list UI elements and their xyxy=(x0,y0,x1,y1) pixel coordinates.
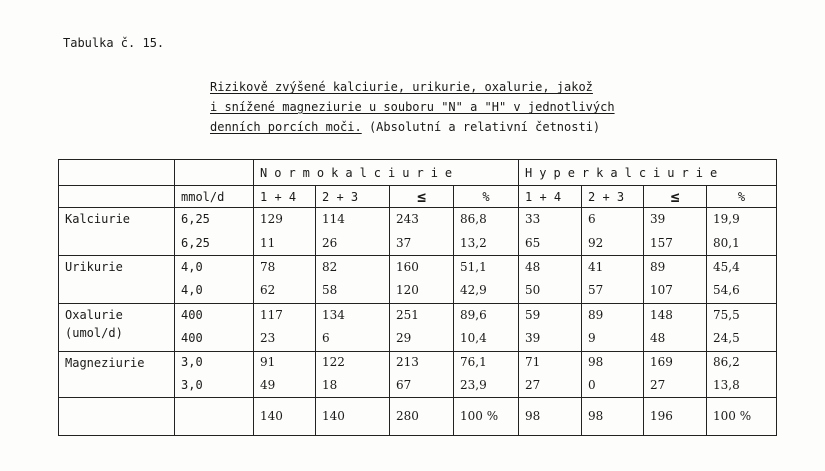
document-label: Tabulka č. 15. xyxy=(63,36,165,50)
value: 29 xyxy=(396,331,412,346)
total-h14: 98 xyxy=(519,397,582,435)
cell-n23 xyxy=(316,208,390,256)
value: 122 xyxy=(322,355,345,370)
value: 57 xyxy=(588,283,604,298)
cell-hpct xyxy=(707,303,777,351)
value: 62 xyxy=(260,283,276,298)
value: 75,5 xyxy=(713,307,740,322)
cell-nsum xyxy=(390,351,454,397)
cell-mmol xyxy=(175,256,254,303)
row-label-text: Magneziurie xyxy=(65,355,145,370)
value: 58 xyxy=(322,283,338,298)
cell-h14 xyxy=(519,303,582,351)
cell-nsum xyxy=(390,303,454,351)
data-table xyxy=(58,159,777,436)
row-label xyxy=(59,303,175,351)
cell-hsum xyxy=(644,351,707,397)
value: 51,1 xyxy=(460,260,487,275)
value: 80,1 xyxy=(713,236,740,251)
cell-hsum xyxy=(644,208,707,256)
total-h23: 98 xyxy=(582,397,644,435)
value: 19,9 xyxy=(713,212,740,227)
value: 6,25 xyxy=(181,236,210,251)
value: 3,0 xyxy=(181,378,203,393)
heading-line-1: Rizikově zvýšené kalciurie, urikurie, oxalurie, jakož xyxy=(210,80,593,94)
cell-npct xyxy=(454,208,519,256)
value: 41 xyxy=(588,260,604,275)
value: 33 xyxy=(525,212,541,227)
value: 89 xyxy=(650,260,666,275)
value: 129 xyxy=(260,212,283,227)
value: 157 xyxy=(650,236,673,251)
value: 89 xyxy=(588,307,604,322)
value: 45,4 xyxy=(713,260,740,275)
value: 98 xyxy=(588,355,604,370)
cell-nsum xyxy=(390,208,454,256)
value: 107 xyxy=(650,283,673,298)
total-n14: 140 xyxy=(254,397,316,435)
cell-hsum xyxy=(644,303,707,351)
value: 114 xyxy=(322,212,345,227)
value: 71 xyxy=(525,355,541,370)
cell-n23 xyxy=(316,303,390,351)
value: 23 xyxy=(260,331,276,346)
group-normokalciurie: Normokalciurie xyxy=(254,160,519,186)
value: 39 xyxy=(650,212,666,227)
value: 91 xyxy=(260,355,276,370)
cell-n23 xyxy=(316,351,390,397)
table-row-kalciurie xyxy=(59,208,777,256)
row-label-subtext: (umol/d) xyxy=(65,325,123,340)
cell-mmol xyxy=(175,351,254,397)
value: 13,2 xyxy=(460,236,487,251)
value: 48 xyxy=(525,260,541,275)
row-label-text: Oxalurie xyxy=(65,307,123,322)
row-label-text: Urikurie xyxy=(65,260,123,275)
table-row-magneziurie xyxy=(59,351,777,397)
row-label-text: Kalciurie xyxy=(65,212,131,227)
col-header-n23: 2 + 3 xyxy=(316,186,390,208)
value: 117 xyxy=(260,307,283,322)
cell-npct xyxy=(454,351,519,397)
cell-hpct xyxy=(707,256,777,303)
value: 0 xyxy=(588,378,596,393)
corner-cell xyxy=(59,160,175,186)
total-npct: 100 % xyxy=(454,397,519,435)
value: 27 xyxy=(650,378,666,393)
cell-h14 xyxy=(519,256,582,303)
value: 6 xyxy=(322,331,330,346)
col-header-npct: % xyxy=(454,186,519,208)
totals-mmol-cell xyxy=(175,397,254,435)
cell-hpct xyxy=(707,208,777,256)
table-row-oxalurie xyxy=(59,303,777,351)
cell-nsum xyxy=(390,256,454,303)
value: 49 xyxy=(260,378,276,393)
total-hpct: 100 % xyxy=(707,397,777,435)
value: 213 xyxy=(396,355,419,370)
label-header-cell xyxy=(59,186,175,208)
cell-mmol xyxy=(175,208,254,256)
value: 86,2 xyxy=(713,355,740,370)
value: 134 xyxy=(322,307,345,322)
value: 120 xyxy=(396,283,419,298)
heading-line-2: i snížené magneziurie u souboru "N" a "H" v jednotlivých xyxy=(210,100,615,114)
value: 400 xyxy=(181,331,203,346)
value: 6,25 xyxy=(181,212,210,227)
table-row-urikurie xyxy=(59,256,777,303)
value: 67 xyxy=(396,378,412,393)
value: 65 xyxy=(525,236,541,251)
value: 6 xyxy=(588,212,596,227)
col-header-h23: 2 + 3 xyxy=(582,186,644,208)
total-hsum: 196 xyxy=(644,397,707,435)
value: 243 xyxy=(396,212,419,227)
value: 82 xyxy=(322,260,338,275)
value: 169 xyxy=(650,355,673,370)
cell-n23 xyxy=(316,256,390,303)
cell-mmol xyxy=(175,303,254,351)
cell-npct xyxy=(454,303,519,351)
value: 42,9 xyxy=(460,283,487,298)
value: 59 xyxy=(525,307,541,322)
value: 50 xyxy=(525,283,541,298)
row-label xyxy=(59,208,175,256)
value: 92 xyxy=(588,236,604,251)
value: 26 xyxy=(322,236,338,251)
cell-h14 xyxy=(519,208,582,256)
value: 86,8 xyxy=(460,212,487,227)
cell-npct xyxy=(454,256,519,303)
col-header-hpct: % xyxy=(707,186,777,208)
value: 11 xyxy=(260,236,276,251)
value: 89,6 xyxy=(460,307,487,322)
totals-row xyxy=(59,397,777,435)
cell-n14 xyxy=(254,303,316,351)
value: 76,1 xyxy=(460,355,487,370)
cell-h23 xyxy=(582,351,644,397)
value: 54,6 xyxy=(713,283,740,298)
totals-label-cell xyxy=(59,397,175,435)
value: 39 xyxy=(525,331,541,346)
value: 48 xyxy=(650,331,666,346)
total-n23: 140 xyxy=(316,397,390,435)
cell-n14 xyxy=(254,351,316,397)
value: 37 xyxy=(396,236,412,251)
value: 9 xyxy=(588,331,596,346)
col-header-nsum: ≤ xyxy=(390,186,454,208)
corner-cell-2 xyxy=(175,160,254,186)
cell-hsum xyxy=(644,256,707,303)
value: 23,9 xyxy=(460,378,487,393)
row-label xyxy=(59,256,175,303)
col-header-mmol: mmol/d xyxy=(175,186,254,208)
cell-h23 xyxy=(582,256,644,303)
col-header-h14: 1 + 4 xyxy=(519,186,582,208)
cell-h23 xyxy=(582,303,644,351)
value: 78 xyxy=(260,260,276,275)
group-hyperkalciurie: Hyperkalciurie xyxy=(519,160,777,186)
heading-note: (Absolutní a relativní četnosti) xyxy=(368,120,601,134)
group-header-row xyxy=(59,160,777,186)
value: 148 xyxy=(650,307,673,322)
row-label xyxy=(59,351,175,397)
value: 4,0 xyxy=(181,283,203,298)
value: 400 xyxy=(181,307,203,322)
cell-n14 xyxy=(254,256,316,303)
value: 13,8 xyxy=(713,378,740,393)
value: 10,4 xyxy=(460,331,487,346)
heading-line-3: denních porcích moči. xyxy=(210,120,362,134)
value: 160 xyxy=(396,260,419,275)
value: 4,0 xyxy=(181,260,203,275)
total-nsum: 280 xyxy=(390,397,454,435)
cell-h23 xyxy=(582,208,644,256)
col-header-hsum: ≤ xyxy=(644,186,707,208)
value: 18 xyxy=(322,378,338,393)
cell-hpct xyxy=(707,351,777,397)
table-heading xyxy=(210,77,615,137)
col-header-n14: 1 + 4 xyxy=(254,186,316,208)
value: 251 xyxy=(396,307,419,322)
cell-n14 xyxy=(254,208,316,256)
value: 24,5 xyxy=(713,331,740,346)
column-header-row xyxy=(59,186,777,208)
cell-h14 xyxy=(519,351,582,397)
value: 27 xyxy=(525,378,541,393)
value: 3,0 xyxy=(181,355,203,370)
